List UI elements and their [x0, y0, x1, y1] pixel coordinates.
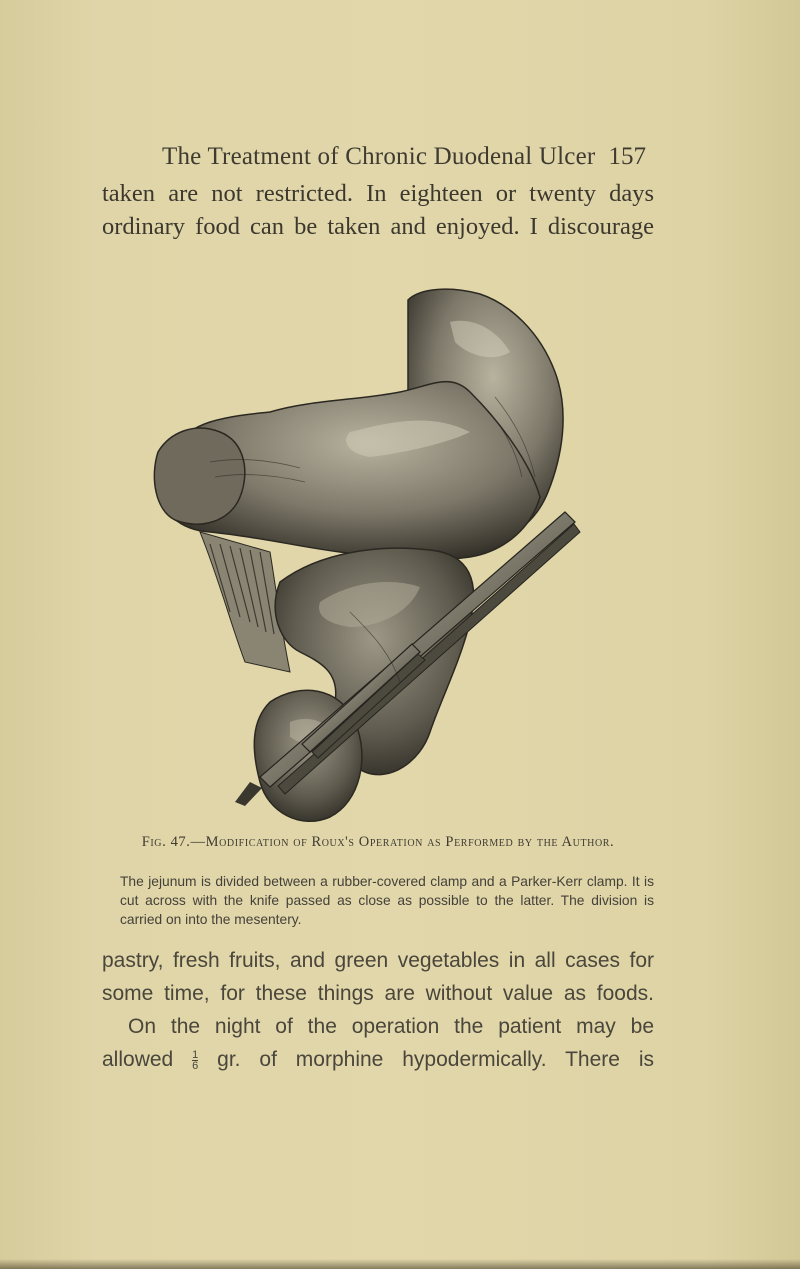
body-line: On the night of the operation the patient may be	[128, 1015, 654, 1038]
body-text-segment: allowed	[102, 1048, 174, 1071]
body-line: pastry, fresh fruits, and green vegetables in all cases for	[102, 949, 654, 972]
stomach-jejunum-clamp-illustration-icon	[150, 282, 590, 830]
body-text-bottom	[102, 944, 654, 1076]
caption-paragraph: The jejunum is divided between a rubber-covered clamp and a Parker-Kerr clamp. It is cut across with the knife passed as close as possible to the latter. The division is carried on into the mesentery.	[120, 874, 654, 927]
running-head	[162, 143, 652, 177]
body-text-segment: gr. of morphine hypodermically. There is	[217, 1048, 655, 1071]
page-bottom-edge	[0, 1259, 800, 1269]
fraction-denominator: 6	[192, 1059, 199, 1072]
fraction-numerator: 1	[192, 1048, 199, 1061]
figure-caption-body	[102, 872, 654, 929]
fraction	[192, 1050, 198, 1071]
running-head-title: The Treatment of Chronic Duodenal Ulcer	[162, 143, 596, 170]
body-line: ordinary food can be taken and enjoyed. I discourage	[102, 213, 654, 240]
page-number: 157	[608, 143, 646, 170]
body-line: some time, for these things are without value as foods.	[102, 982, 654, 1005]
body-text-top	[102, 177, 654, 243]
figure-caption-title: Fig. 47.—Modification of Roux's Operation as Performed by the Author.	[141, 834, 615, 850]
body-line: taken are not restricted. In eighteen or twenty days	[102, 180, 654, 207]
body-line-with-fraction	[102, 1043, 654, 1076]
